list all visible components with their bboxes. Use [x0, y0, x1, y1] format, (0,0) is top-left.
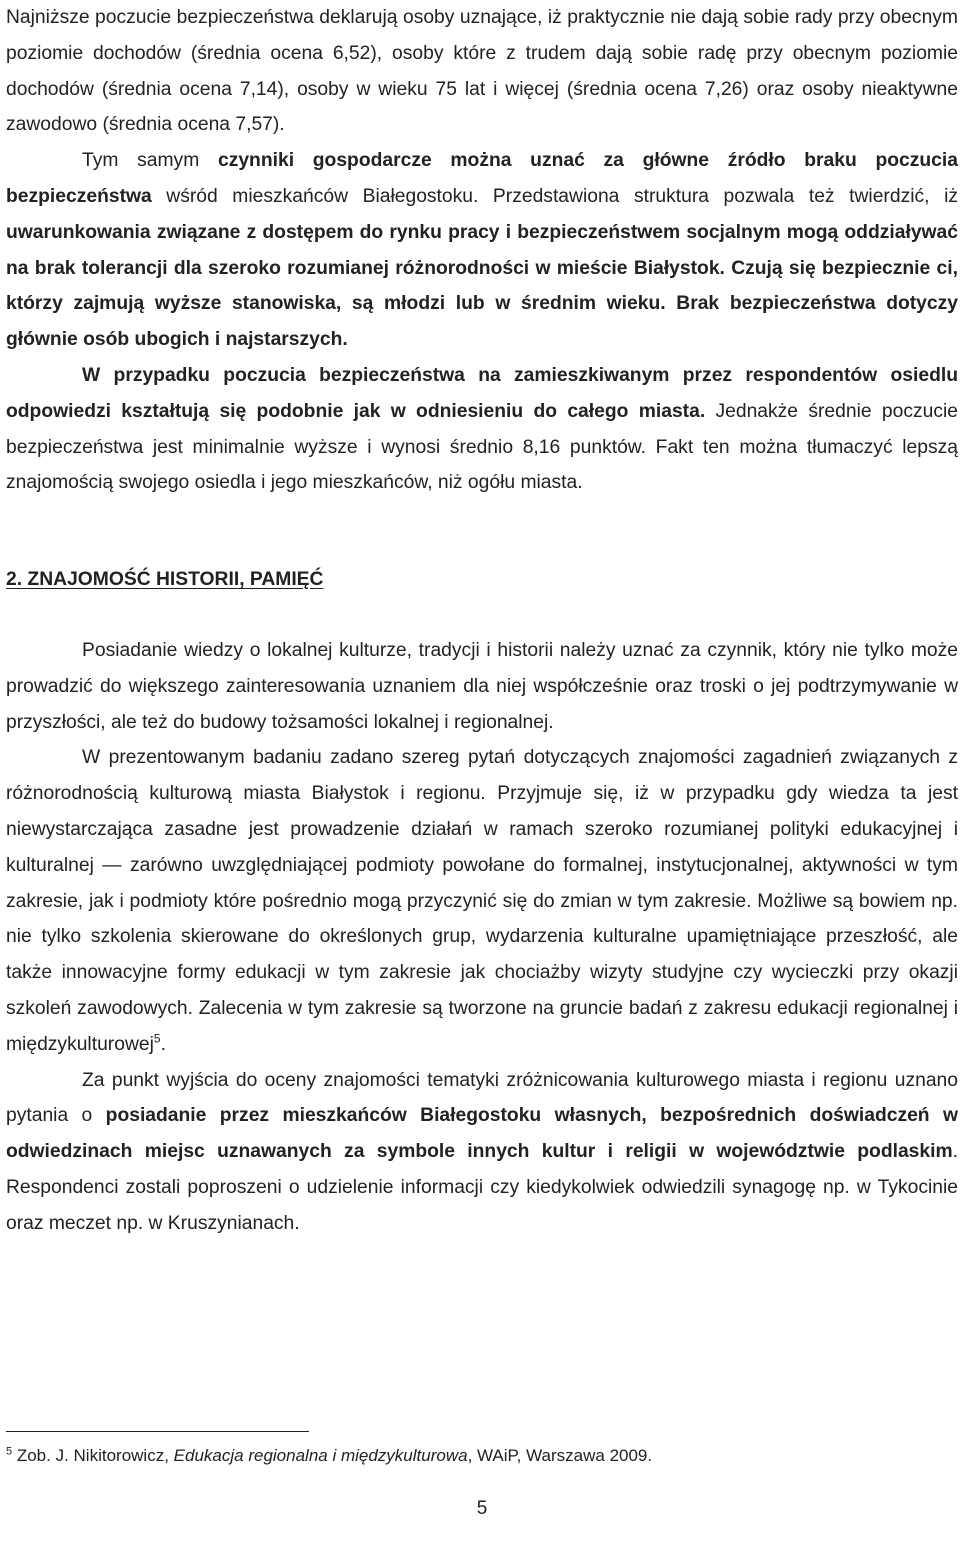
bold-text-run: W przypadku poczucia bezpieczeństwa na zamieszkiwanym przez respondentów osiedlu odpowiedzi kształtują się podobnie jak w odniesieniu do całego miasta. [6, 364, 958, 422]
text-run: Tym samym [82, 150, 218, 172]
text-run: W prezentowanym badaniu zadano szereg pytań dotyczących znajomości zagadnień związanych z różnorodnością kulturową miasta Białystok i regionu. Przyjmuje się, iż w przypadku gdy wiedza ta jest niewystarczająca zasadne jest prowadzenie działań w ramach szeroko rozumianej polityki edukacyjnej i kulturalnej — zarówno uwzględniającej podmioty powołane do formalnej, instytucjonalnej, aktywności w tym zakresie, jak i podmioty które pośrednio mogą przyczynić się do zmian w tym zakresie. Możliwe są bowiem np. nie tylko szkolenia skierowane do określonych grup, wydarzenia kulturalne upamiętniające przeszłość, ale także innowacyjne formy edukacji w tym zakresie jak chociażby wizyty studyjne czy wycieczki przy okazji szkoleń zawodowych. Zalecenia w tym zakresie są tworzone na gruncie badań z zakresu edukacji regionalnej i międzykulturowej [6, 747, 958, 1055]
paragraph-economic-factors [6, 143, 958, 358]
paragraph-starting-point [6, 1063, 958, 1242]
text-run: Jednakże średnie poczucie bezpieczeństwa jest minimalnie wyższe i wynosi średnio 8,16 punktów. Fakt ten można tłumaczyć lepszą znajomością swojego osiedla i jego mieszkańców, niż ogółu miasta. [6, 400, 958, 494]
section-one-body [6, 0, 958, 501]
bold-text-run: uwarunkowania związane z dostępem do rynku pracy i bezpieczeństwem socjalnym mogą oddziaływać na brak tolerancji dla szeroko rozumianej różnorodności w mieście Białystok. Czują się bezpiecznie ci, którzy zajmują wyższe stanowiska, są młodzi lub w średnim wieku. Brak bezpieczeństwa dotyczy głównie osób ubogich i najstarszych. [6, 221, 958, 351]
page-number: 5 [476, 1498, 488, 1519]
text-run: , WAiP, Warszawa 2009. [467, 1446, 653, 1465]
text-run: . Respondenci zostali poproszeni o udzielenie informacji czy kiedykolwiek odwiedzili synagogę np. w Tykocinie oraz meczet np. w Kruszynianach. [6, 1141, 958, 1234]
footnote-number: 5 [6, 1445, 13, 1458]
footnote-book-title: Edukacja regionalna i międzykulturowa [173, 1446, 468, 1465]
footnote-divider [6, 1431, 309, 1432]
text-run: . [160, 1033, 166, 1055]
bold-text-run: posiadanie przez mieszkańców Białegostoku własnych, bezpośrednich doświadczeń w odwiedzinach miejsc uznawanych za symbole innych kultur i religii w województwie podlaskim [6, 1105, 958, 1163]
paragraph-study-questions [6, 740, 958, 1062]
text-run: wśród mieszkańców Białegostoku. Przedstawiona struktura pozwala też twierdzić, iż [151, 185, 958, 207]
paragraph-lowest-safety: Najniższe poczucie bezpieczeństwa deklarują osoby uznające, iż praktycznie nie dają sobie rady przy obecnym poziomie dochodów (średnia ocena 6,52), osoby które z trudem dają sobie radę przy obecnym poziomie dochodów (średnia ocena 7,14), osoby w wieku 75 lat i więcej (średnia ocena 7,26) oraz osoby nieaktywne zawodowo (średnia ocena 7,57). [6, 7, 958, 136]
text-run: Za punkt wyjścia do oceny znajomości tematyki zróżnicowania kulturowego miasta i regionu uznano pytania o [6, 1069, 958, 1127]
section-heading: 2. ZNAJOMOŚĆ HISTORII, PAMIĘĆ [6, 569, 324, 590]
footnote-reference[interactable]: 5 [153, 1031, 161, 1046]
text-run: Zob. J. Nikitorowicz, [12, 1446, 174, 1465]
footnote [6, 1444, 652, 1468]
section-two-body [6, 633, 958, 1242]
paragraph-local-knowledge: Posiadanie wiedzy o lokalnej kulturze, tradycji i historii należy uznać za czynnik, który nie tylko może prowadzić do większego zainteresowania uznaniem dla niej współcześnie oraz troski o jej podtrzymywanie w przyszłości, ale też do budowy tożsamości lokalnej i regionalnej. [6, 640, 958, 733]
bold-text-run: czynniki gospodarcze można uznać za główne źródło braku poczucia bezpieczeństwa [6, 150, 958, 207]
paragraph-neighbourhood-safety [6, 358, 958, 501]
